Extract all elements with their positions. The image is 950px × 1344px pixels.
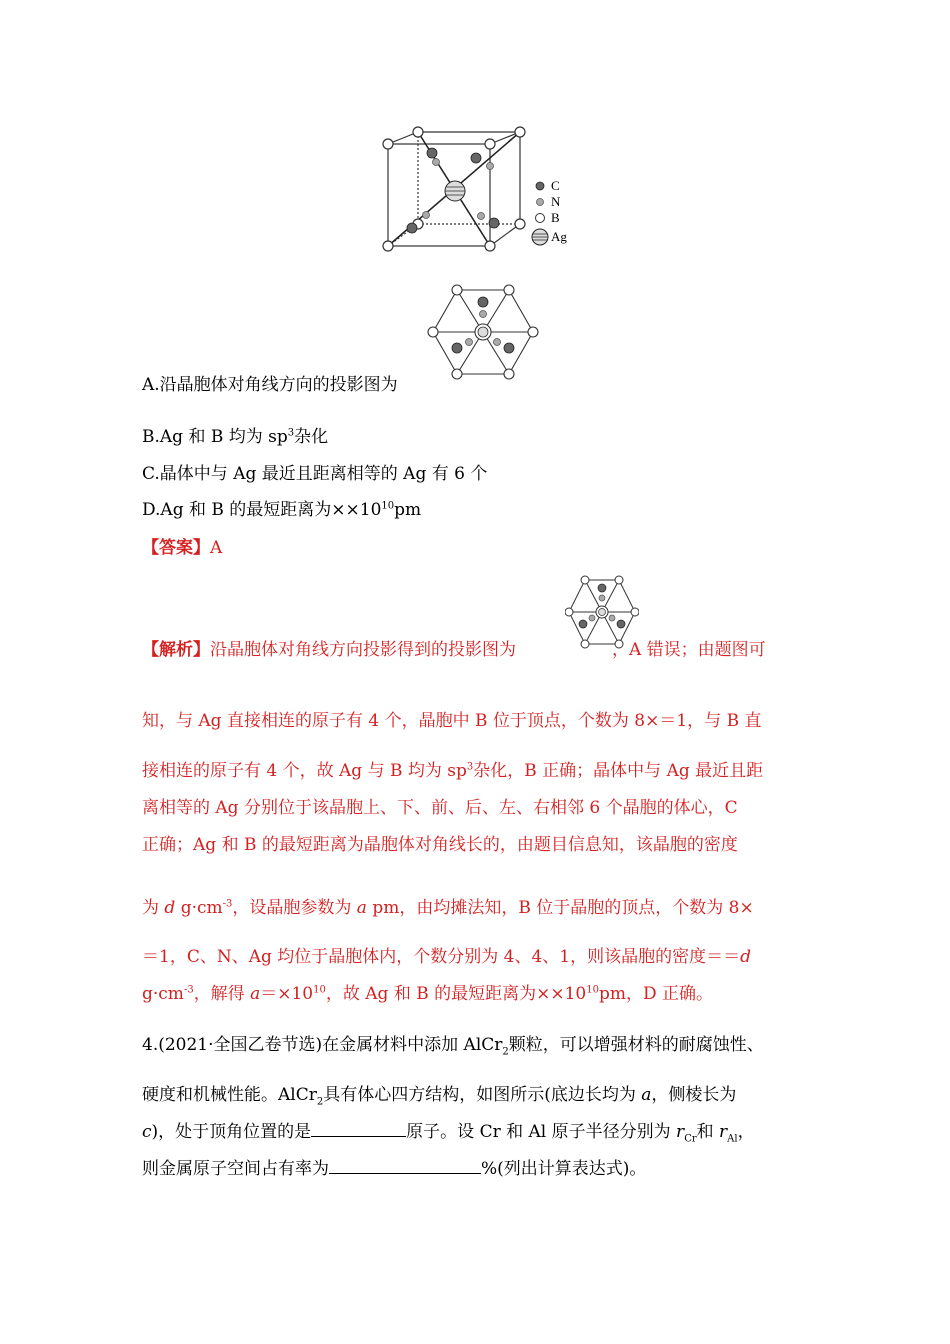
c-atom [427,148,437,158]
b-atom [413,127,423,137]
crystal-cell-figure [370,120,580,260]
answer-label: 【答案】 [142,538,210,558]
answer-value: A [210,538,223,558]
b-atom [383,241,393,251]
answer-blank-1[interactable] [311,1119,406,1137]
question4-line-4: 则金属原子空间占有率为 %(列出计算表达式)。 [142,1154,646,1179]
option-c: C.晶体中与 Ag 最近且距离相等的 Ag 有 6 个 [142,464,488,484]
c-atom [489,218,499,228]
analysis-line-4: 离相等的 Ag 分别位于该晶胞上、下、前、后、左、右相邻 6 个晶胞的体心，C [142,798,738,818]
legend-ag: Ag [551,229,567,244]
analysis-line-8: $g\cdot cm^{-3}$，解得 $a=\times 10^{10}$，故 Ag 和 B 的最短距离为$\times\times 10^{10}pm$，D 正确。 [142,984,714,1004]
analysis-line-3: 接相连的原子有 4 个，故 Ag 与 B 均为 $sp^3$杂化，B 正确；晶体中与 Ag 最近且距 [142,761,764,781]
legend-c: C [551,178,560,193]
b-atom [515,127,525,137]
question4-line-2: 硬度和机械性能。AlCr$_2$具有体心四方结构，如图所示(底边长均为 a，侧棱长为 [142,1085,737,1108]
answer [142,533,222,558]
question4-line-3: c)，处于顶角位置的是 原子。设 Cr 和 Al 原子半径分别为 $r_{Cr}$和 $r_{Al}$， [142,1117,755,1142]
option-a: A.沿晶胞体对角线方向的投影图为 [142,375,398,395]
analysis-line-1: 【解析】沿晶胞体对角线方向投影得到的投影图为 ，A 错误；由题图可 [142,640,766,660]
legend-n: N [551,194,561,209]
legend-b: B [551,210,560,225]
analysis-line-2: 知，与 Ag 直接相连的原子有 4 个，晶胞中 B 位于顶点，个数为 8×＝1，与 B 直 [142,711,762,731]
analysis-label: 【解析】 [142,640,210,660]
c-atom [407,223,417,233]
hexagon-projection-figure [425,280,541,384]
analysis-line-6: 为 d $g\cdot cm^{-3}$，设晶胞参数为 a pm，由均摊法知，B 位于晶胞的顶点，个数为 8× [142,898,754,918]
b-atom [485,139,495,149]
option-d: D.Ag 和 B 的最短距离为$\times\times 10^{10}pm$ [142,500,422,520]
analysis-line-5: 正确；Ag 和 B 的最短距离为晶胞体对角线长的，由题目信息知，该晶胞的密度 [142,835,738,855]
answer-blank-2[interactable] [329,1156,481,1174]
c-atom [471,153,481,163]
b-atom [515,219,525,229]
option-b: B.Ag 和 B 均为 $sp^3$杂化 [142,427,329,447]
n-atom [478,213,485,220]
n-atom [487,163,494,170]
b-atom [383,139,393,149]
question4-line-1: 4.(2021·全国乙卷节选)在金属材料中添加 AlCr$_2$颗粒，可以增强材料的耐腐蚀性、 [142,1035,764,1058]
n-atom [423,212,430,219]
b-atom [485,241,495,251]
analysis-line-7: ＝1，C、N、Ag 均位于晶胞体内，个数分别为 4、4、1，则该晶胞的密度＝＝d [142,947,752,967]
n-atom [433,159,440,166]
